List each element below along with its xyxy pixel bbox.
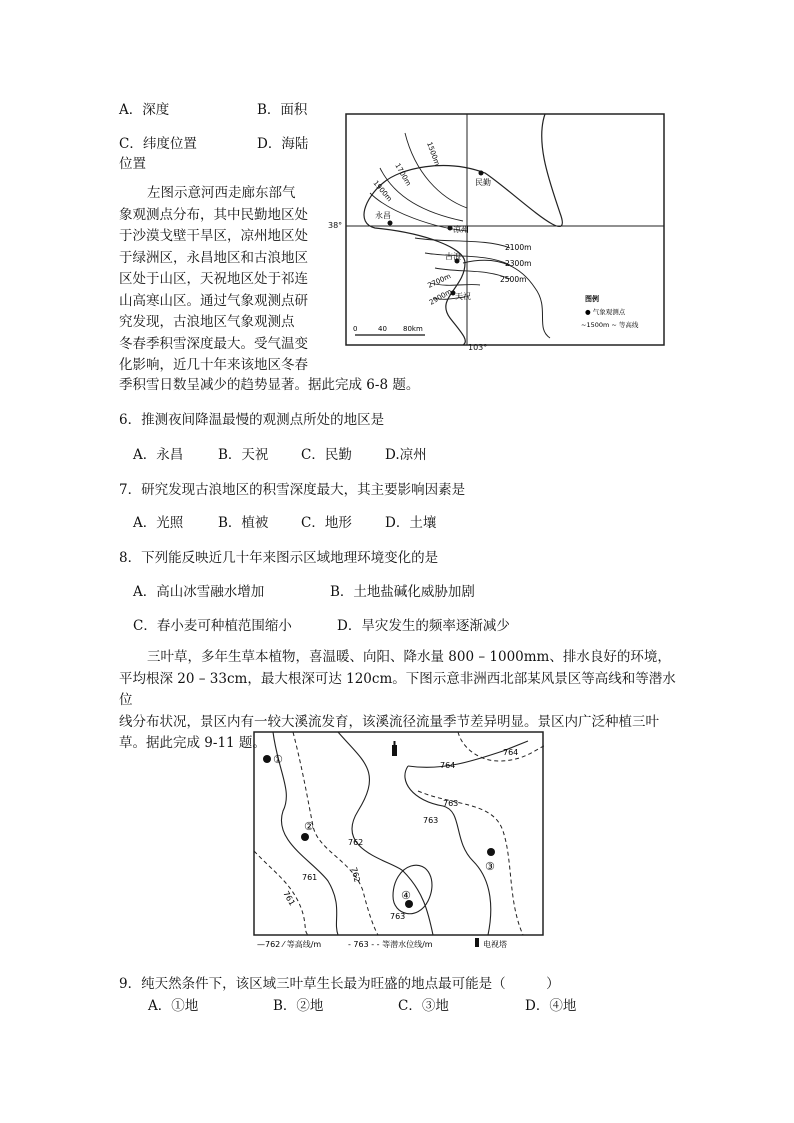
contour-label: 764 xyxy=(503,748,519,757)
contour-label: 2300m xyxy=(505,259,532,268)
contour-label: 2900m xyxy=(428,287,454,307)
point-4: ④ xyxy=(401,889,411,902)
scenic-area-contour-map xyxy=(253,731,544,949)
q5-option-a: A．深度 xyxy=(119,102,170,118)
q5-option-c: C．纬度位置 xyxy=(119,136,197,152)
passage1 xyxy=(119,183,344,377)
contour-label: 2500m xyxy=(500,275,527,284)
point-1: ① xyxy=(273,753,283,766)
passage1-line: 冬春季积雪深度最大。受气温变 xyxy=(119,335,308,352)
q8-option-b[interactable]: B．土地盐碱化威胁加剧 xyxy=(330,584,475,600)
station-minqin: 民勤 xyxy=(475,178,491,187)
q9-option-d[interactable]: D．④地 xyxy=(525,998,577,1014)
passage1-line: 究发现，古浪地区气象观测点 xyxy=(119,314,295,330)
contour-label: 2100m xyxy=(505,243,532,252)
q8-option-d[interactable]: D．旱灾发生的频率逐渐减少 xyxy=(337,618,510,634)
contour-label: 761 xyxy=(302,873,318,882)
passage1-line: 化影响，近几十年来该地区冬春 xyxy=(119,357,308,373)
contour-label: 762 xyxy=(349,866,362,884)
q5-option-b: B．面积 xyxy=(257,102,308,118)
map1-lat-label: 38° xyxy=(328,221,343,230)
q7-option-a[interactable]: A．光照 xyxy=(133,515,184,531)
map1-legend-title: 图例 xyxy=(585,295,599,303)
q9-option-b[interactable]: B．②地 xyxy=(273,998,324,1014)
q7-option-c[interactable]: C．地形 xyxy=(301,515,352,531)
q8-stem: 8．下列能反映近几十年来图示区域地理环境变化的是 xyxy=(119,550,439,566)
contour-label: 761 xyxy=(281,889,297,908)
contour-label: 1700m xyxy=(393,162,413,188)
station-yongchang: 永昌 xyxy=(375,211,391,220)
q7-stem: 7．研究发现古浪地区的积雪深度最大，其主要影响因素是 xyxy=(119,482,466,498)
point-2: ② xyxy=(304,820,314,833)
map1-lon-label: 103° xyxy=(468,343,488,352)
passage1-line: 于绿洲区，永昌地区和古浪地区 xyxy=(119,249,308,266)
contour-label: 763 xyxy=(443,799,459,808)
passage1-line: 象观测点分布，其中民勤地区处 xyxy=(119,206,308,223)
q9-option-c[interactable]: C．③地 xyxy=(398,998,449,1014)
contour-label: 1900m xyxy=(371,179,394,204)
passage1-line: 山高寒山区。通过气象观测点研 xyxy=(119,292,308,309)
contour-label: 763 xyxy=(390,912,406,921)
q5-option-d: D．海陆 xyxy=(257,136,309,152)
q5-option-d-cont: 位置 xyxy=(119,156,146,172)
q9-option-a[interactable]: A．①地 xyxy=(148,998,199,1014)
map2-legend-tower: 电视塔 xyxy=(483,940,507,949)
point-3: ③ xyxy=(485,860,495,873)
passage2-line: 线分布状况，景区内有一较大溪流发育，该溪流径流量季节差异明显。景区内广泛种植三叶 xyxy=(119,713,659,730)
q6-option-b[interactable]: B．天祝 xyxy=(218,447,269,463)
map2-legend-water: - 763 - - 等潜水位线/m xyxy=(348,940,433,949)
q6-option-a[interactable]: A．永昌 xyxy=(133,447,184,463)
passage1-line: 于沙漠戈壁干旱区，凉州地区处 xyxy=(119,228,308,244)
hexi-corridor-map xyxy=(345,113,665,346)
map2-legend-contour: —762 ⁄ 等高线/m xyxy=(257,940,322,949)
map1-legend-station: ● 气象观测点 xyxy=(585,308,626,316)
q6-stem: 6．推测夜间降温最慢的观测点所处的地区是 xyxy=(119,412,385,428)
q9-stem: 9．纯天然条件下，该区域三叶草生长最为旺盛的地点最可能是（ ） xyxy=(119,976,560,992)
scale-label: 40 xyxy=(378,325,387,333)
passage2-line: 草。据此完成 9-11 题。 xyxy=(119,735,266,751)
scale-label: 80km xyxy=(403,325,423,333)
contour-label: 1500m xyxy=(425,140,442,167)
contour-label: 763 xyxy=(423,816,439,825)
q6-option-d[interactable]: D.凉州 xyxy=(385,447,427,463)
station-tianzhu: 天祝 xyxy=(455,292,471,301)
contour-label: 764 xyxy=(440,761,456,770)
q6-option-c[interactable]: C．民勤 xyxy=(301,447,352,463)
passage2-line: 三叶草，多年生草本植物，喜温暖、向阳、降水量 800 – 1000mm、排水良好的环境， xyxy=(147,649,671,665)
q7-option-d[interactable]: D．土壤 xyxy=(385,515,437,531)
passage1-line: 区处于山区，天祝地区处于祁连 xyxy=(119,271,308,287)
passage2-line: 平均根深 20 – 33cm，最大根深可达 120cm。下图示意非洲西北部某风景区等高线和等潜水位 xyxy=(119,670,676,708)
q8-option-a[interactable]: A．高山冰雪融水增加 xyxy=(133,584,265,600)
station-liangzhou: 凉州 xyxy=(453,225,469,234)
contour-label: 762 xyxy=(348,838,364,847)
q8-option-c[interactable]: C．春小麦可种植范围缩小 xyxy=(133,618,292,634)
q7-option-b[interactable]: B．植被 xyxy=(218,515,269,531)
passage1-last-line: 季积雪日数呈减少的趋势显著。据此完成 6-8 题。 xyxy=(119,377,420,393)
passage1-line: 左图示意河西走廊东部气 xyxy=(147,185,296,201)
contour-label: 2700m xyxy=(426,272,453,290)
scale-label: 0 xyxy=(353,325,358,333)
station-gulang: 古浪 xyxy=(445,252,461,261)
map1-legend-contour: ~1500m ~ 等高线 xyxy=(581,321,639,329)
